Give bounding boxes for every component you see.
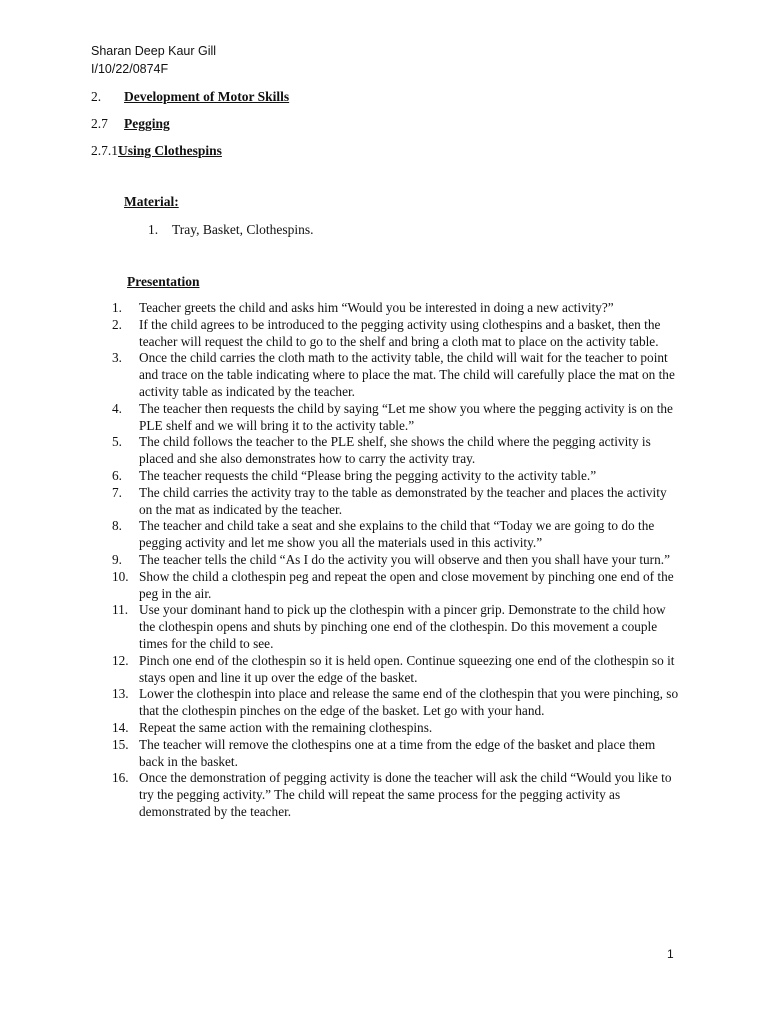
- step-text: Show the child a clothespin peg and repeat the open and close movement by pinching one end of the peg in the air.: [139, 568, 674, 601]
- subsubsection-title: Using Clothespins: [118, 143, 222, 158]
- subsection-heading: [91, 115, 170, 133]
- step-text: The child follows the teacher to the PLE shelf, she shows the child where the pegging activity is placed and she also demonstrates how to carry the activity tray.: [139, 434, 651, 467]
- presentation-steps-list: [0, 300, 768, 821]
- step-text: Repeat the same action with the remaining clothespins.: [139, 719, 433, 735]
- step-number: 9.: [112, 551, 122, 567]
- list-item: [0, 569, 679, 603]
- material-item-text: Tray, Basket, Clothespins.: [172, 222, 314, 237]
- step-number: 11.: [112, 602, 129, 618]
- step-number: 8.: [112, 518, 122, 534]
- list-item: [0, 686, 679, 720]
- step-number: 6.: [112, 467, 122, 483]
- list-item: [0, 350, 679, 400]
- step-text: The teacher will remove the clothespins one at a time from the edge of the basket and place them back in the basket.: [139, 736, 656, 769]
- student-id: I/10/22/0874F: [91, 62, 169, 76]
- step-text: Once the demonstration of pegging activity is done the teacher will ask the child “Would you like to try the pegging activity.” The child will repeat the same process for the pegging activity as demonstrated by the teacher.: [139, 770, 672, 819]
- step-text: Pinch one end of the clothespin so it is held open. Continue squeezing one end of the clothespin so it stays open and line it up over the edge of the basket.: [139, 652, 675, 685]
- step-number: 5.: [112, 434, 122, 450]
- step-text: The child carries the activity tray to the table as demonstrated by the teacher and places the activity on the mat as indicated by the teacher.: [139, 484, 667, 517]
- step-number: 3.: [112, 350, 122, 366]
- step-text: The teacher requests the child “Please bring the pegging activity to the activity table.”: [139, 467, 597, 483]
- step-number: 2.: [112, 316, 122, 332]
- step-number: 4.: [112, 400, 122, 416]
- step-text: The teacher then requests the child by saying “Let me show you where the pegging activity is on the PLE shelf and we will bring it to the activity table.”: [139, 400, 673, 433]
- list-item: [0, 737, 679, 771]
- step-number: 1.: [112, 300, 122, 315]
- section-title: Development of Motor Skills: [124, 89, 290, 104]
- step-text: Use your dominant hand to pick up the clothespin with a pincer grip. Demonstrate to the child how the clothespin opens and shuts by pinching one end of the clothespin. Do this movement a couple times for the child to see.: [139, 602, 666, 651]
- material-item-number: 1.: [148, 222, 159, 237]
- presentation-heading: Presentation: [127, 274, 200, 289]
- subsection-number: 2.7: [91, 116, 108, 131]
- step-number: 12.: [112, 652, 129, 668]
- step-number: 15.: [112, 736, 129, 752]
- material-heading: Material:: [124, 194, 179, 209]
- list-item: [0, 300, 679, 317]
- list-item: [0, 317, 679, 351]
- step-text: The teacher tells the child “As I do the activity you will observe and then you shall have your turn.”: [139, 551, 670, 567]
- page-number: 1: [667, 947, 674, 961]
- author-name: Sharan Deep Kaur Gill: [91, 44, 217, 58]
- subsection-title: Pegging: [124, 116, 170, 131]
- step-text: Lower the clothespin into place and release the same end of the clothespin that you were pinching, so that the clothespin pinches on the edge of the basket. Let go with your hand.: [139, 686, 679, 719]
- step-number: 16.: [112, 770, 129, 786]
- list-item: [0, 653, 679, 687]
- list-item: [0, 720, 679, 737]
- step-number: 14.: [112, 719, 129, 735]
- subsubsection-heading: [91, 142, 222, 160]
- list-item: [0, 485, 679, 519]
- list-item: [0, 401, 679, 435]
- step-text: Once the child carries the cloth math to the activity table, the child will wait for the teacher to point and trace on the table indicating where to place the mat. The child will carefully place the mat on the activity table as indicated by the teacher.: [139, 350, 675, 399]
- subsubsection-number: 2.7.1: [91, 143, 118, 158]
- step-text: Teacher greets the child and asks him “Would you be interested in doing a new activity?”: [139, 300, 614, 315]
- list-item: [0, 552, 679, 569]
- list-item: [0, 770, 679, 820]
- list-item: [0, 434, 679, 468]
- step-text: The teacher and child take a seat and she explains to the child that “Today we are going to do the pegging activity and let me show you all the materials used in this activity.”: [139, 518, 655, 551]
- list-item: [0, 468, 679, 485]
- section-heading: [91, 88, 289, 106]
- list-item: [0, 518, 679, 552]
- material-list-item: [148, 221, 314, 238]
- list-item: [0, 602, 679, 652]
- step-number: 10.: [112, 568, 129, 584]
- step-number: 13.: [112, 686, 129, 702]
- step-number: 7.: [112, 484, 122, 500]
- step-text: If the child agrees to be introduced to the pegging activity using clothespins and a basket, then the teacher will request the child to go to the shelf and bring a cloth mat to place on the activity table.: [139, 316, 661, 349]
- section-number: 2.: [91, 89, 102, 104]
